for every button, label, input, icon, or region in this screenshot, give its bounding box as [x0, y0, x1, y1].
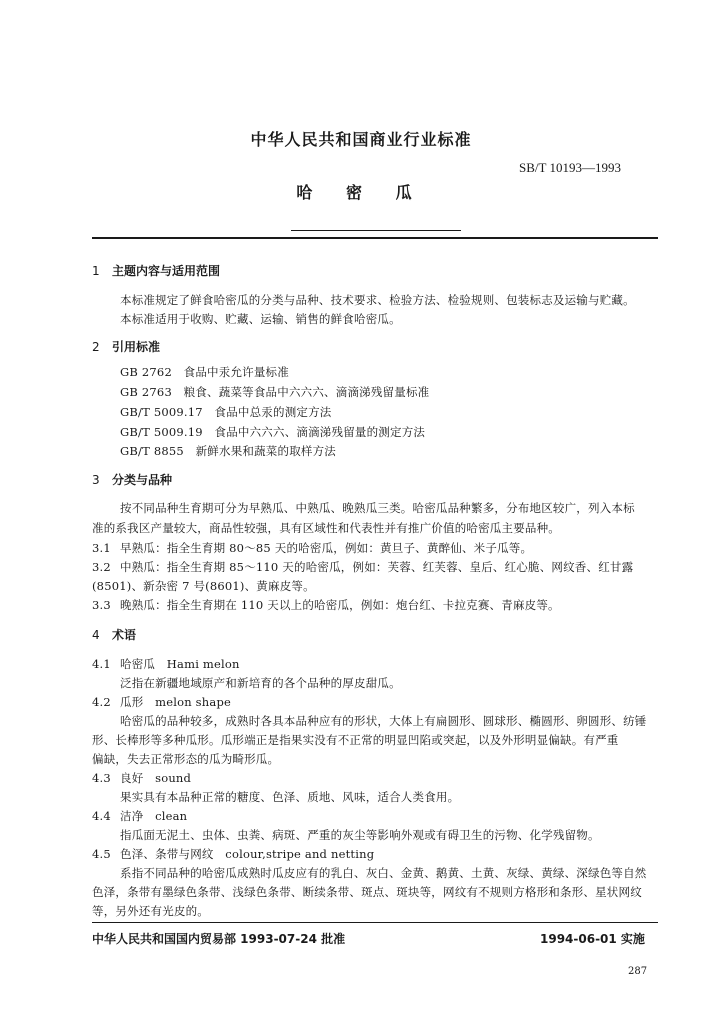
- section-title: 分类与品种: [112, 473, 173, 487]
- section-title: 主题内容与适用范围: [112, 264, 221, 278]
- section-number: 3: [92, 473, 100, 487]
- clause-number: 3.1: [92, 541, 111, 555]
- term-name: 哈密瓜 Hami melon: [120, 657, 240, 671]
- clause-text: 中熟瓜：指全生育期 85～110 天的哈密瓜，例如：芙蓉、红芙蓉、皇后、红心脆、网纹香、红甘露: [120, 560, 634, 574]
- term-definition: 形、长棒形等多种瓜形。瓜形端正是指果实没有不正常的明显凹陷或突起，以及外形明显偏缺。有严重: [92, 733, 619, 747]
- term-definition: 偏缺，失去正常形态的瓜为畸形瓜。: [92, 752, 280, 766]
- document-title: 哈 密 瓜: [296, 183, 426, 202]
- clause-text: 晚熟瓜：指全生育期在 110 天以上的哈密瓜，例如：炮台红、卡拉克赛、青麻皮等。: [120, 598, 560, 612]
- term-name: 色泽、条带与网纹 colour,stripe and netting: [120, 847, 375, 861]
- effective-date: 1994-06-01 实施: [540, 932, 645, 946]
- clause-number: 4.5: [92, 847, 111, 861]
- paragraph: 本标准适用于收购、贮藏、运输、销售的鲜食哈密瓜。: [120, 312, 401, 326]
- page-number: 287: [628, 966, 648, 977]
- clause-number: 3.3: [92, 598, 111, 612]
- term-4-2: [92, 694, 231, 710]
- term-definition: 果实具有本品种正常的糖度、色泽、质地、风味，适合人类食用。: [120, 790, 460, 804]
- clause-number: 4.1: [92, 657, 111, 671]
- subclause-3-1: [92, 540, 532, 556]
- term-definition: 指瓜面无泥土、虫体、虫粪、病斑、严重的灰尘等影响外观或有碍卫生的污物、化学残留物。: [120, 828, 600, 842]
- term-4-3: [92, 770, 191, 786]
- reference-item: GB/T 5009.19 食品中六六六、滴滴涕残留量的测定方法: [120, 425, 426, 439]
- subclause-3-2: [92, 559, 633, 575]
- term-definition: 色泽，条带有墨绿色条带、浅绿色条带、断续条带、斑点、斑块等，网纹有不规则方格形和条形、星状网纹: [92, 885, 642, 899]
- header-rule: [92, 237, 658, 239]
- term-definition: 泛指在新疆地域原产和新培育的各个品种的厚皮甜瓜。: [120, 676, 401, 690]
- section-2-heading: [92, 338, 160, 355]
- term-definition: 等，另外还有光皮的。: [92, 904, 209, 918]
- section-title: 引用标准: [112, 340, 161, 354]
- section-1-heading: [92, 262, 220, 279]
- term-definition: 系指不同品种的哈密瓜成熟时瓜皮应有的乳白、灰白、金黄、鹅黄、土黄、灰绿、黄绿、深绿色等自然: [120, 866, 647, 880]
- paragraph: 本标准规定了鲜食哈密瓜的分类与品种、技术要求、检验方法、检验规则、包装标志及运输与贮藏。: [120, 293, 635, 307]
- term-definition: 哈密瓜的品种较多，成熟时各具本品种应有的形状，大体上有扁圆形、圆球形、椭圆形、卵圆形、纺锤: [120, 714, 647, 728]
- paragraph: 准的系我区产量较大，商品性较强，具有区域性和代表性并有推广价值的哈密瓜主要品种。: [92, 521, 560, 535]
- clause-number: 3.2: [92, 560, 111, 574]
- section-number: 1: [92, 264, 100, 278]
- paragraph: 按不同品种生育期可分为早熟瓜、中熟瓜、晚熟瓜三类。哈密瓜品种繁多，分布地区较广，列入本标: [120, 501, 635, 515]
- section-number: 4: [92, 628, 100, 642]
- term-name: 良好 sound: [120, 771, 192, 785]
- term-4-5: [92, 846, 374, 862]
- reference-item: GB/T 5009.17 食品中总汞的测定方法: [120, 405, 332, 419]
- reference-item: GB 2762 食品中汞允许量标准: [120, 365, 289, 379]
- reference-item: GB 2763 粮食、蔬菜等食品中六六六、滴滴涕残留量标准: [120, 385, 430, 399]
- standard-title: 中华人民共和国商业行业标准: [250, 130, 472, 149]
- section-4-heading: [92, 626, 136, 643]
- section-title: 术语: [112, 628, 137, 642]
- term-name: 洁净 clean: [120, 809, 188, 823]
- footer-rule: [92, 922, 658, 923]
- term-4-1: [92, 656, 240, 672]
- section-number: 2: [92, 340, 100, 354]
- reference-item: GB/T 8855 新鲜水果和蔬菜的取样方法: [120, 444, 337, 458]
- clause-number: 4.4: [92, 809, 111, 823]
- clause-number: 4.3: [92, 771, 111, 785]
- clause-number: 4.2: [92, 695, 111, 709]
- term-name: 瓜形 melon shape: [120, 695, 232, 709]
- standard-code: SB/T 10193—1993: [519, 160, 621, 175]
- subclause-3-3: [92, 597, 560, 613]
- term-4-4: [92, 808, 187, 824]
- approval-date: 中华人民共和国国内贸易部 1993-07-24 批准: [92, 932, 346, 946]
- paragraph: (8501)、新杂密 7 号(8601)、黄麻皮等。: [92, 579, 315, 593]
- title-underline: [291, 230, 461, 231]
- clause-text: 早熟瓜：指全生育期 80～85 天的哈密瓜，例如：黄旦子、黄醉仙、米子瓜等。: [120, 541, 533, 555]
- section-3-heading: [92, 471, 172, 488]
